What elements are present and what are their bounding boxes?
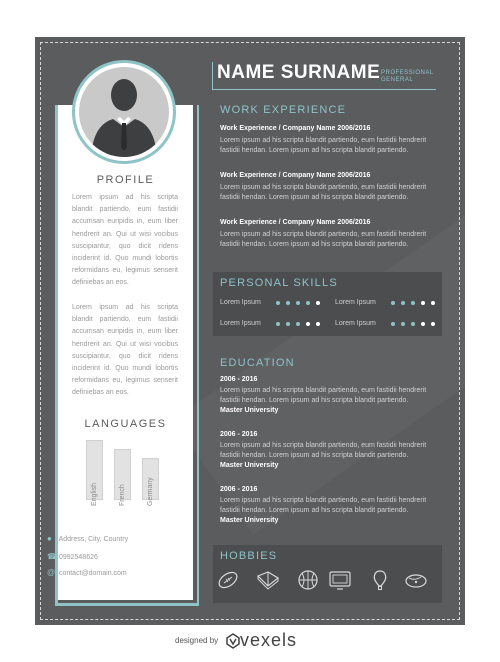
contact-address bbox=[47, 534, 128, 543]
at-sign-icon: @ bbox=[47, 568, 56, 577]
designed-by-text: designed by bbox=[175, 636, 219, 645]
skill-dot bbox=[431, 301, 435, 305]
skill-label: Lorem Ipsum bbox=[220, 320, 261, 327]
vexels-logo-icon bbox=[226, 633, 240, 649]
skill-dot bbox=[286, 322, 290, 326]
language-label-english: English bbox=[91, 483, 98, 506]
profession-line-1: PROFESSIONAL bbox=[381, 70, 434, 76]
work-item-heading: Work Experience / Company Name 2006/2016 bbox=[220, 125, 371, 132]
languages-heading: LANGUAGES bbox=[84, 418, 167, 430]
work-item-heading: Work Experience / Company Name 2006/2016 bbox=[220, 172, 371, 179]
person-icon bbox=[79, 67, 169, 157]
skill-dot bbox=[276, 301, 280, 305]
skill-dot bbox=[421, 301, 425, 305]
skill-label: Lorem Ipsum bbox=[335, 320, 376, 327]
football-icon bbox=[216, 568, 240, 592]
skill-rating bbox=[391, 322, 435, 326]
education-year: 2006 - 2016 bbox=[220, 431, 258, 438]
languages-chart bbox=[86, 440, 166, 510]
education-school: Master University bbox=[220, 517, 279, 524]
header-rule-vertical bbox=[212, 62, 213, 90]
skill-dot bbox=[276, 322, 280, 326]
skill-dot bbox=[431, 322, 435, 326]
avatar-silhouette bbox=[79, 67, 169, 157]
skill-dot bbox=[411, 322, 415, 326]
skill-dot bbox=[421, 322, 425, 326]
book-icon bbox=[256, 568, 280, 592]
skill-rating bbox=[276, 301, 320, 305]
work-item-text: Lorem ipsum ad his scripta blandit partiendo, eum fastidii hendrerit fastidii hendan. Lorem ipsum ad his scripta blandit partiendo. bbox=[220, 231, 427, 248]
profile-paragraph-2: Lorem ipsum ad his scripta blandit partiendo, eum fastidii accumsan euripidis in, eum liber hendrerit an. Qui ut wisi vocibus suscipiantur, quo dicit ridens inciderint id. Quo mundi lobortis reformidans eu, legimus senserit definiebas an eos. bbox=[72, 304, 178, 397]
skill-dot bbox=[391, 322, 395, 326]
contact-email[interactable] bbox=[47, 568, 127, 577]
tv-icon bbox=[328, 568, 352, 592]
phone-text: 0992548626 bbox=[58, 554, 98, 561]
skill-dot bbox=[296, 301, 300, 305]
skill-dot bbox=[306, 322, 310, 326]
skills-heading: PERSONAL SKILLS bbox=[220, 277, 338, 289]
skill-label: Lorem Ipsum bbox=[220, 299, 261, 306]
skill-dot bbox=[411, 301, 415, 305]
avatar bbox=[72, 60, 176, 164]
profile-heading: PROFILE bbox=[96, 174, 155, 186]
candidate-name: NAME SURNAME bbox=[217, 62, 381, 83]
profile-paragraph-1: Lorem ipsum ad his scripta blandit partiendo, eum fastidii accumsan euripidis in, eum liber hendrerit an. Qui ut wisi vocibus suscipiantur, quo dicit ridens inciderint id. Quo mundi lobortis reformidans eu, legimus senserit definiebas an eos. bbox=[72, 194, 178, 287]
skill-dot bbox=[401, 322, 405, 326]
profession bbox=[381, 70, 434, 84]
skill-dot bbox=[391, 301, 395, 305]
email-text[interactable]: contact@domain.com bbox=[58, 570, 127, 577]
work-item-text: Lorem ipsum ad his scripta blandit partiendo, eum fastidii hendrerit fastidii hendan. Lorem ipsum ad his scripta blandit partiendo. bbox=[220, 137, 427, 154]
balloon-icon bbox=[368, 568, 392, 592]
education-heading: EDUCATION bbox=[220, 357, 295, 369]
address-text: Address, City, Country bbox=[58, 536, 129, 543]
education-school: Master University bbox=[220, 407, 279, 414]
language-label-french: French bbox=[119, 484, 126, 506]
location-pin-icon: ● bbox=[47, 534, 52, 543]
education-text: Lorem ipsum ad his scripta blandit partiendo, eum fastidii hendrerit fastidii hendan. Lorem ipsum ad his scripta blandit partiendo. bbox=[220, 497, 427, 514]
education-year: 2006 - 2016 bbox=[220, 486, 258, 493]
work-item-text: Lorem ipsum ad his scripta blandit partiendo, eum fastidii hendrerit fastidii hendan. Lorem ipsum ad his scripta blandit partiendo. bbox=[220, 184, 427, 201]
skill-rating bbox=[276, 322, 320, 326]
education-year: 2006 - 2016 bbox=[220, 376, 258, 383]
education-school: Master University bbox=[220, 462, 279, 469]
basketball-icon bbox=[296, 568, 320, 592]
work-item-heading: Work Experience / Company Name 2006/2016 bbox=[220, 219, 371, 226]
skill-dot bbox=[316, 301, 320, 305]
vexels-brand[interactable]: vexels bbox=[240, 630, 298, 650]
hobbies-heading: HOBBIES bbox=[220, 550, 278, 562]
skill-dot bbox=[316, 322, 320, 326]
pill-icon bbox=[404, 568, 428, 592]
work-experience-heading: WORK EXPERIENCE bbox=[220, 104, 347, 116]
profession-line-2: GENERAL bbox=[381, 77, 414, 83]
skill-dot bbox=[296, 322, 300, 326]
skill-dot bbox=[306, 301, 310, 305]
language-label-germany: Germany bbox=[147, 477, 154, 506]
skill-dot bbox=[286, 301, 290, 305]
contact-phone bbox=[47, 552, 98, 561]
education-text: Lorem ipsum ad his scripta blandit partiendo, eum fastidii hendrerit fastidii hendan. Lorem ipsum ad his scripta blandit partiendo. bbox=[220, 387, 427, 404]
header-rule bbox=[212, 89, 436, 90]
skill-label: Lorem Ipsum bbox=[335, 299, 376, 306]
phone-icon: ☎ bbox=[47, 552, 57, 561]
education-text: Lorem ipsum ad his scripta blandit partiendo, eum fastidii hendrerit fastidii hendan. Lorem ipsum ad his scripta blandit partiendo. bbox=[220, 442, 427, 459]
skill-dot bbox=[401, 301, 405, 305]
skill-rating bbox=[391, 301, 435, 305]
